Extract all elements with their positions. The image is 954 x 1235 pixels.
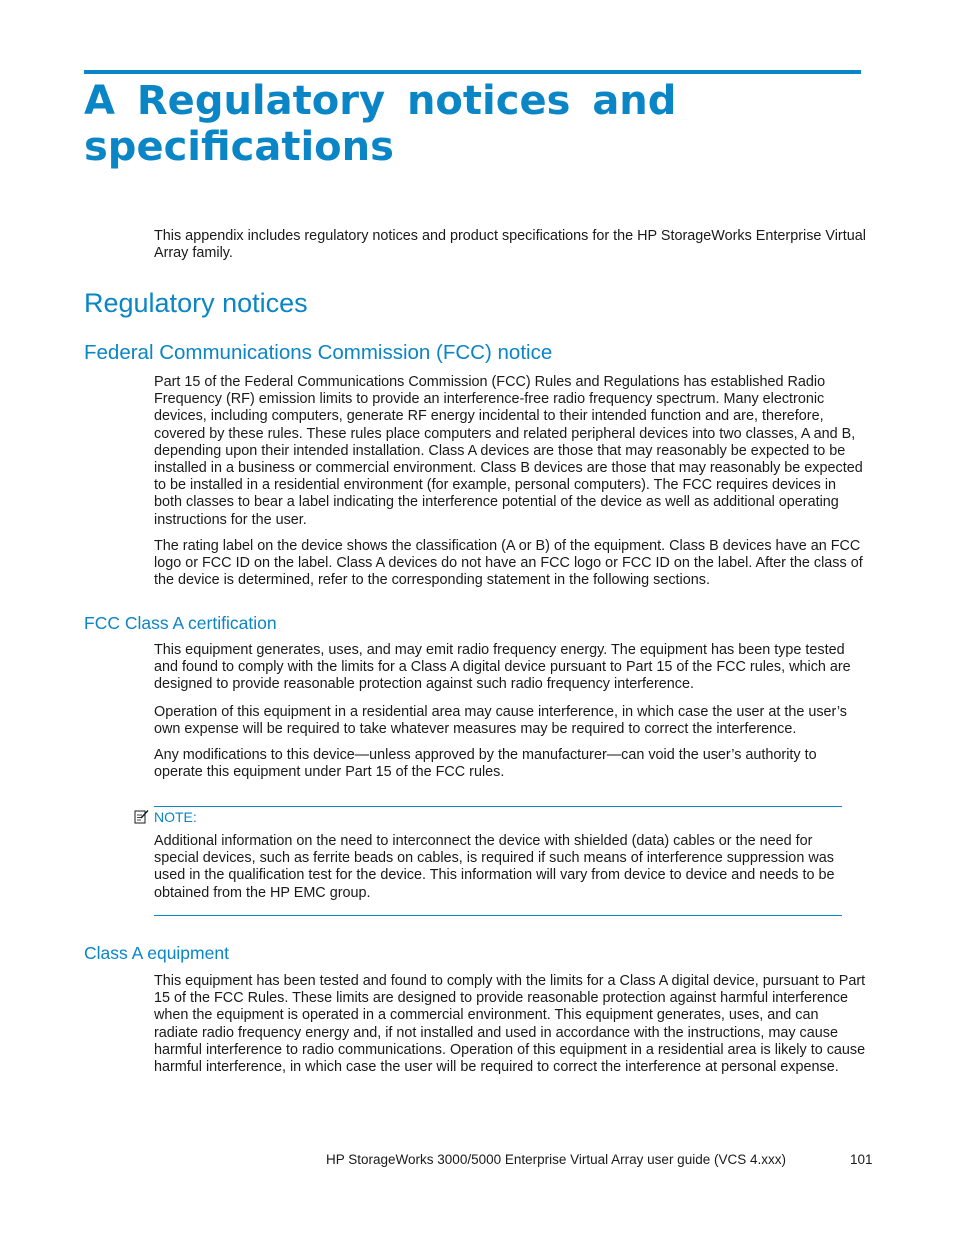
intro-paragraph: This appendix includes regulatory notices and product specifications for the HP StorageWorks Enterprise Virtual Array family.	[154, 228, 866, 262]
class-a-certification-heading: FCC Class A certification	[84, 613, 277, 633]
class-a-equipment-heading: Class A equipment	[84, 943, 229, 963]
fcc-notice-paragraph-2: The rating label on the device shows the classification (A or B) of the equipment. Class B devices have an FCC logo or FCC ID on the label. Class A devices do not have an FCC logo or FCC ID on the label. After the class of the device is determined, refer to the corresponding statement in the following sections.	[154, 538, 863, 589]
class-a-cert-paragraph-3: Any modifications to this device—unless approved by the manufacturer—can void the user’s authority to operate this equipment under Part 15 of the FCC rules.	[154, 747, 817, 781]
section-title-regulatory-notices: Regulatory notices	[84, 288, 308, 318]
chapter-top-rule	[84, 70, 861, 74]
footer-document-title: HP StorageWorks 3000/5000 Enterprise Virtual Array user guide (VCS 4.xxx)	[326, 1152, 786, 1167]
chapter-title: A Regulatory notices and specifications	[84, 78, 677, 170]
class-a-cert-paragraph-1: This equipment generates, uses, and may emit radio frequency energy. The equipment has been type tested and found to comply with the limits for a Class A digital device pursuant to Part 15 of the FCC rules, which are designed to provide reasonable protection against such radio frequency interference.	[154, 642, 851, 693]
fcc-notice-paragraph-1: Part 15 of the Federal Communications Commission (FCC) Rules and Regulations has established Radio Frequency (RF) emission limits to provide an interference-free radio frequency spectrum. Many electronic devices, including computers, generate RF energy incidental to their intended function and are, therefore, covered by these rules. These rules place computers and related peripheral devices into two classes, A and B, depending upon their intended installation. Class A devices are those that may reasonably be expected to be installed in a business or commercial environment. Class B devices are those that may reasonably be expected to be installed in a residential environment (for example, personal computers). The FCC requires devices in both classes to bear a label indicating the interference potential of the device as well as additional operating instructions for the user.	[154, 374, 863, 528]
note-bottom-rule	[154, 915, 842, 916]
note-top-rule	[154, 806, 842, 807]
note-label: NOTE:	[154, 809, 197, 825]
class-a-cert-paragraph-2: Operation of this equipment in a residential area may cause interference, in which case the user at the user’s own expense will be required to take whatever measures may be required to correct the interference.	[154, 704, 847, 738]
class-a-equipment-paragraph: This equipment has been tested and found to comply with the limits for a Class A digital device, pursuant to Part 15 of the FCC Rules. These limits are designed to provide reasonable protection against harmful interference when the equipment is operated in a commercial environment. This equipment generates, uses, and can radiate radio frequency energy and, if not installed and used in accordance with the instructions, may cause harmful interference to radio communications. Operation of this equipment in a residential area is likely to cause harmful interference, in which case the user will be required to correct the interference at personal expense.	[154, 973, 866, 1076]
note-text: Additional information on the need to interconnect the device with shielded (data) cables or the need for special devices, such as ferrite beads on cables, is required if such means of interference suppression was used in the qualification test for the device. This information will vary from device to device and needs to be obtained from the HP EMC group.	[154, 833, 835, 901]
note-pencil-icon	[134, 809, 149, 824]
fcc-notice-heading: Federal Communications Commission (FCC) notice	[84, 341, 553, 364]
page-number: 101	[850, 1152, 873, 1167]
